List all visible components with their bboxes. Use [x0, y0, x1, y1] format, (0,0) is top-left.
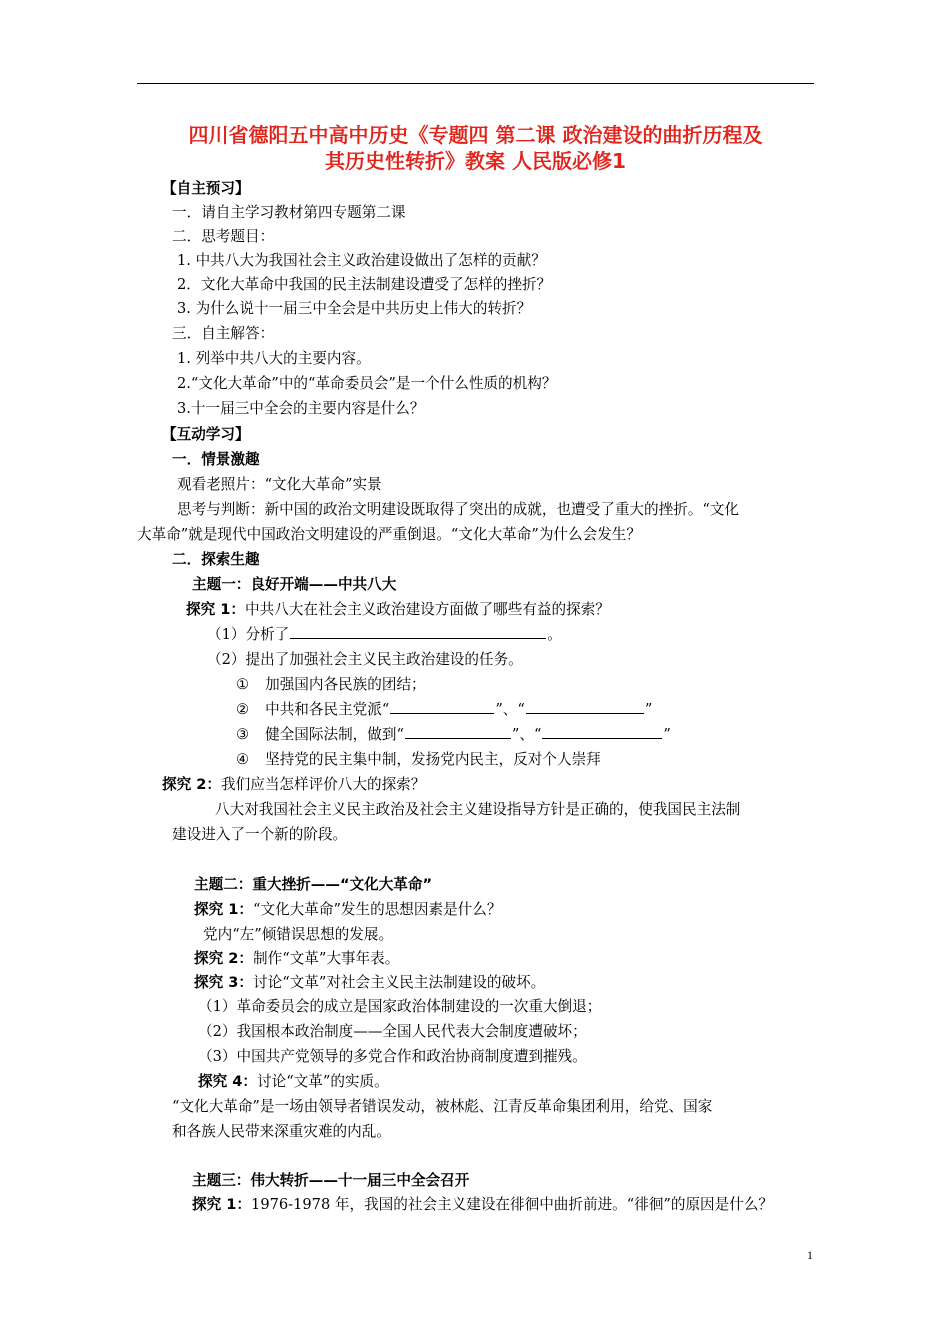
- document-title-line-2: 其历史性转折》教案 人民版必修1: [325, 149, 626, 173]
- theme-2-explore-2: [194, 948, 399, 970]
- theme-2-result-2: （2）我国根本政治制度——全国人民代表大会制度遭破坏；: [198, 1023, 587, 1040]
- fill-blank-1[interactable]: [290, 624, 546, 639]
- circled-item-3: [236, 724, 671, 746]
- fill-blank-4[interactable]: [405, 724, 511, 739]
- think-line-2: 大革命”就是现代中国政治文明建设的严重倒退。“文化大革命”为什么会发生？: [137, 526, 641, 543]
- explore-2-answer-line-2: 建设进入了一个新的阶段。: [172, 826, 348, 843]
- answer-prompt-1: 1. 列举中共八大的主要内容。: [177, 350, 371, 367]
- theme-2-explore-1: [194, 899, 501, 921]
- photo-line: 观看老照片：“文化大革命”实景: [177, 476, 382, 493]
- answer-prompt-2: 2.“文化大革命”中的“革命委员会”是一个什么性质的机构？: [177, 375, 557, 392]
- page-number: 1: [807, 1248, 813, 1262]
- circled-item-end: ”: [663, 726, 671, 743]
- fill-blank-5[interactable]: [542, 724, 662, 739]
- circled-item-sep: ”、“: [511, 726, 542, 743]
- point-1-text: （1）分析了: [207, 626, 290, 643]
- explore-text: 讨论“文革”的实质。: [257, 1073, 389, 1090]
- explore-label: 探究 2：: [194, 950, 254, 967]
- theme-2-result-3: （3）中国共产党领导的多党合作和政治协商制度遭到摧残。: [198, 1048, 587, 1065]
- explore-text: “文化大革命”发生的思想因素是什么？: [253, 901, 502, 918]
- circled-number: ③: [236, 726, 250, 743]
- interactive-heading: 【互动学习】: [162, 426, 250, 443]
- theme-2-result-1: （1）革命委员会的成立是国家政治体制建设的一次重大倒退；: [198, 998, 602, 1015]
- circled-item-text: 加强国内各民族的团结；: [265, 676, 426, 693]
- theme-2-explore-3: [194, 972, 545, 994]
- fill-blank-2[interactable]: [390, 699, 494, 714]
- circled-item-text: 健全国际法制，做到“: [265, 726, 404, 743]
- theme-3-explore-1: [192, 1194, 773, 1216]
- theme-2-title: 主题二：重大挫折——“文化大革命”: [194, 876, 433, 893]
- header-rule: [137, 83, 814, 84]
- document-title-line-1: 四川省德阳五中高中历史《专题四 第二课 政治建设的曲折历程及: [188, 123, 763, 147]
- explore-4-answer-line-2: 和各族人民带来深重灾难的内乱。: [172, 1123, 391, 1140]
- think-line-1: 思考与判断：新中国的政治文明建设既取得了突出的成就，也遭受了重大的挫折。“文化: [177, 501, 740, 518]
- explore-text: 中共八大在社会主义政治建设方面做了哪些有益的探索？: [245, 601, 610, 618]
- question-2: 2．文化大革命中我国的民主法制建设遭受了怎样的挫折？: [177, 276, 552, 293]
- preview-item-1: 一．请自主学习教材第四专题第二课: [172, 204, 406, 221]
- explore-text: 1976-1978 年，我国的社会主义建设在徘徊中曲折前进。“徘徊”的原因是什么？: [251, 1196, 774, 1213]
- circled-item-text: 中共和各民主党派“: [265, 701, 390, 718]
- explore-text: 制作“文革”大事年表。: [253, 950, 400, 967]
- point-1-end: 。: [547, 626, 562, 643]
- explore-label: 探究 1：: [186, 601, 246, 618]
- explore-label: 探究 1：: [192, 1196, 252, 1213]
- circled-number: ②: [236, 701, 250, 718]
- section-2-heading: 二．探索生趣: [172, 551, 260, 568]
- fill-blank-3[interactable]: [526, 699, 644, 714]
- theme-2-explore-4: [198, 1071, 389, 1093]
- theme-1-point-2: （2）提出了加强社会主义民主政治建设的任务。: [207, 651, 523, 668]
- theme-1-explore-1: [186, 599, 610, 621]
- circled-item-2: [236, 699, 652, 721]
- circled-item-text: 坚持党的民主集中制，发扬党内民主，反对个人崇拜: [265, 751, 601, 768]
- section-1-heading: 一．情景激趣: [172, 451, 260, 468]
- circled-item-1: [236, 674, 426, 696]
- theme-1-explore-2: [162, 774, 425, 796]
- answer-prompt-3: 3.十一届三中全会的主要内容是什么？: [177, 400, 425, 417]
- question-3: 3. 为什么说十一届三中全会是中共历史上伟大的转折？: [177, 300, 532, 317]
- circled-number: ④: [236, 751, 250, 768]
- explore-label: 探究 1：: [194, 901, 254, 918]
- preview-item-3: 三．自主解答：: [172, 325, 275, 342]
- explore-2-answer-line-1: 八大对我国社会主义民主政治及社会主义建设指导方针是正确的，使我国民主法制: [215, 801, 741, 818]
- explore-4-answer-line-1: “文化大革命”是一场由领导者错误发动，被林彪、江青反革命集团利用，给党、国家: [172, 1098, 713, 1115]
- theme-2-explore-1-answer: 党内“左”倾错误思想的发展。: [203, 926, 394, 943]
- explore-text: 我们应当怎样评价八大的探索？: [221, 776, 426, 793]
- circled-number: ①: [236, 676, 250, 693]
- circled-item-4: [236, 749, 601, 771]
- explore-label: 探究 2：: [162, 776, 222, 793]
- preview-heading: 【自主预习】: [162, 180, 250, 197]
- circled-item-sep: ”、“: [495, 701, 525, 718]
- theme-1-title: 主题一：良好开端——中共八大: [192, 576, 397, 593]
- theme-3-title: 主题三：伟大转折——十一届三中全会召开: [192, 1172, 470, 1189]
- explore-label: 探究 4：: [198, 1073, 258, 1090]
- question-1: 1. 中共八大为我国社会主义政治建设做出了怎样的贡献？: [177, 252, 546, 269]
- explore-label: 探究 3：: [194, 974, 254, 991]
- circled-item-end: ”: [644, 701, 653, 718]
- explore-text: 讨论“文革”对社会主义民主法制建设的破坏。: [253, 974, 546, 991]
- preview-item-2: 二．思考题目：: [172, 228, 275, 245]
- theme-1-point-1: [207, 624, 562, 646]
